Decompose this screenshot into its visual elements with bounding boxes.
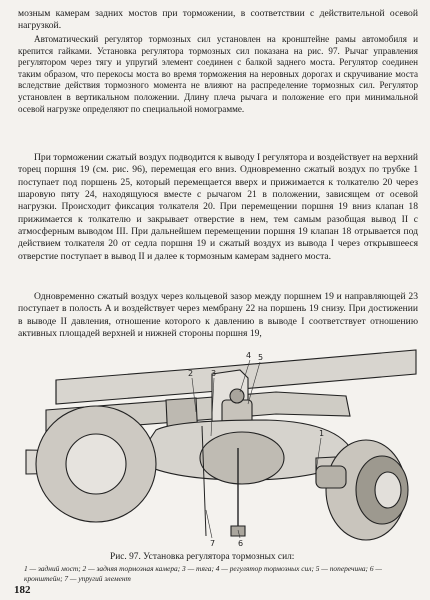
paragraph-annular-gap: Одновременно сжатый воздух через кольцевой зазор между поршнем 19 и направляющей 23 поступает в полость A и воздействует через мембрану 22 на поршень 19 снизу. При достижении в выводе II давления, отношение которого к давлению в выводе I соответствует отношению активных площадей верхней и нижней стороны поршня 19, xyxy=(18,291,418,340)
brake-chamber xyxy=(316,466,346,488)
callout-1: 1 xyxy=(319,429,325,438)
figure-legend: 1 — задний мост; 2 — задняя тормозная камера; 3 — тяга; 4 — регулятор тормозных сил; 5 — поперечина; 6 — кронштейн; 7 — упругий элемент xyxy=(24,564,382,583)
callout-4: 4 xyxy=(246,351,252,360)
rear-axle-drawing xyxy=(16,340,420,550)
figure-regulator-installation xyxy=(16,340,420,550)
figure-caption: Рис. 97. Установка регулятора тормозных сил: xyxy=(110,552,295,562)
callout-2: 2 xyxy=(188,369,194,378)
differential xyxy=(200,432,284,484)
paragraph-regulator-installation: Автоматический регулятор тормозных сил установлен на кронштейне рамы автомобиля и крепится гайками. Установка регулятора тормозных сил показана на рис. 97. Рычаг управления регулятором через тягу и упругий элемент соединен с балкой заднего моста. Регулятор соединен таким образом, что перекосы моста во время торможения на неровных дорогах и скручивание моста вследствие действия тормозного момента не влияют на распределение тормозных сил. Регулятор установлен в вертикальном положении. Длину плеча рычага и положение его при минимальной осевой нагрузке определяют по специальной номограмме. xyxy=(18,34,418,114)
paragraph-braking-process: При торможении сжатый воздух подводится к выводу I регулятора и воздействует на верхний торец поршня 19 (см. рис. 96), перемещая его вниз. Одновременно сжатый воздух по трубке 1 поступает под поршень 25, который перемещается вверх и прижимается к толкателю 20 через шаровую пяту 24, находящуюся вместе с рычагом 21 в положении, зависящем от осевой нагрузки. Происходит фиксация толкателя 20. При перемещении поршня 19 вниз клапан 18 прижимается к толкателю и закрывает отверстие в нем, тем самым разобщая вывод II с атмосферным выводом III. При дальнейшем перемещении поршня 19 клапан 18 отрывается под действием толкателя 20 от седла поршня 19 и сжатый воздух из вывода I через открывшееся отверстие поступает в вывод II и далее к тормозным камерам заднего моста. xyxy=(18,152,418,262)
callout-5: 5 xyxy=(258,353,264,362)
callout-3: 3 xyxy=(211,369,217,378)
page-number: 182 xyxy=(14,584,31,596)
paragraph-continuation: мозным камерам задних мостов при торможении, в соответствии с действительной осевой нагрузкой. xyxy=(18,8,418,32)
callout-7: 7 xyxy=(210,539,216,548)
callout-6: 6 xyxy=(238,539,244,548)
